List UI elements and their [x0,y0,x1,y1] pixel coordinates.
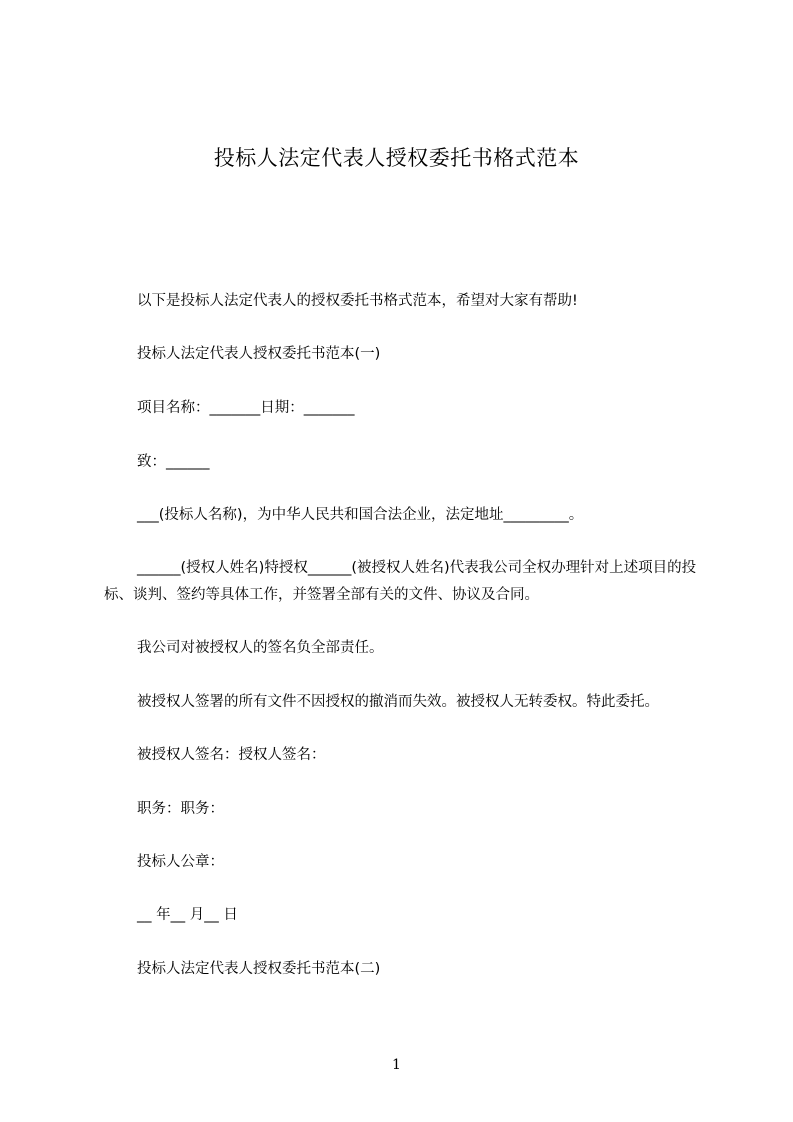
project-name-date-line: 项目名称：_______日期：_______ [137,400,355,416]
addressee-line: 致：______ [137,454,210,470]
validity-paragraph: 被授权人签署的所有文件不因授权的撤消而失效。被授权人无转委权。特此委托。 [137,694,659,710]
bidder-statement: ___(投标人名称)，为中华人民共和国合法企业，法定地址_________。 [137,507,584,523]
page-number: 1 [392,1057,401,1073]
section-heading-2: 投标人法定代表人授权委托书范本(二) [137,961,381,977]
signature-line: 被授权人签名：授权人签名： [137,747,326,763]
date-line: __ 年__ 月__ 日 [137,907,238,923]
document-title: 投标人法定代表人授权委托书格式范本 [213,146,580,170]
position-line: 职务：职务： [137,801,224,817]
intro-paragraph: 以下是投标人法定代表人的授权委托书格式范本，希望对大家有帮助! [137,293,578,309]
authorization-paragraph: ______(授权人姓名)特授权______(被授权人姓名)代表我公司全权办理针对上述项目的投标、谈判、签约等具体工作，并签署全部有关的文件、协议及合同。 [104,560,697,603]
responsibility-paragraph: 我公司对被授权人的签名负全部责任。 [137,640,384,656]
company-seal-line: 投标人公章： [137,854,224,870]
section-heading-1: 投标人法定代表人授权委托书范本(一) [137,346,381,362]
